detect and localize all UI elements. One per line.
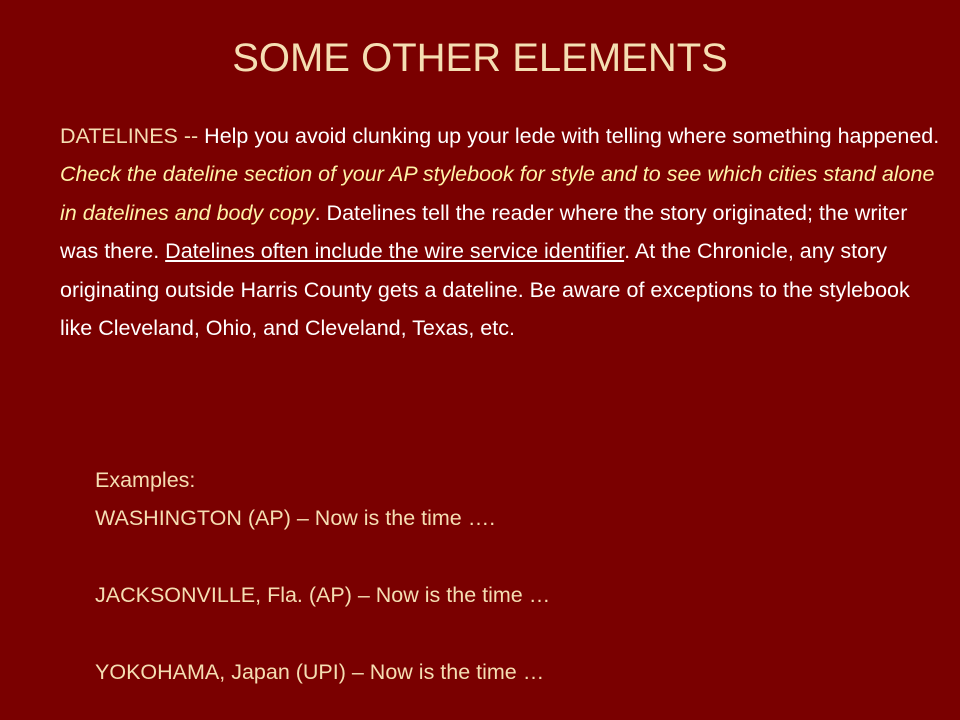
example-washington: WASHINGTON (AP) – Now is the time …. (95, 506, 496, 531)
example-jacksonville: JACKSONVILLE, Fla. (AP) – Now is the time … (95, 583, 551, 608)
body-text-part-1: Help you avoid clunking up your lede with telling where something happened. (198, 124, 940, 148)
body-text-part-2: . Datelines tell the reader where the story originated; the writer was there. (60, 200, 908, 264)
stylebook-note: Check the dateline section of your AP stylebook for style and to see which cities stand alone in datelines and body copy (60, 162, 935, 225)
body-paragraph (60, 117, 940, 347)
examples-label: Examples: (95, 468, 196, 492)
wire-service-note: Datelines often include the wire service identifier (165, 239, 625, 264)
body-text-part-3: . At the Chronicle, any story originating outside Harris County gets a dateline. Be aware of exceptions to the stylebook like Cleveland, Ohio, and Cleveland, Texas, etc. (60, 239, 910, 341)
slide-title: SOME OTHER ELEMENTS (232, 36, 728, 80)
example-spacer (95, 615, 915, 653)
example-spacer (95, 538, 915, 576)
example-yokohama: YOKOHAMA, Japan (UPI) – Now is the time … (95, 659, 545, 684)
datelines-lead: DATELINES -- (60, 124, 199, 148)
examples-block (95, 461, 915, 691)
